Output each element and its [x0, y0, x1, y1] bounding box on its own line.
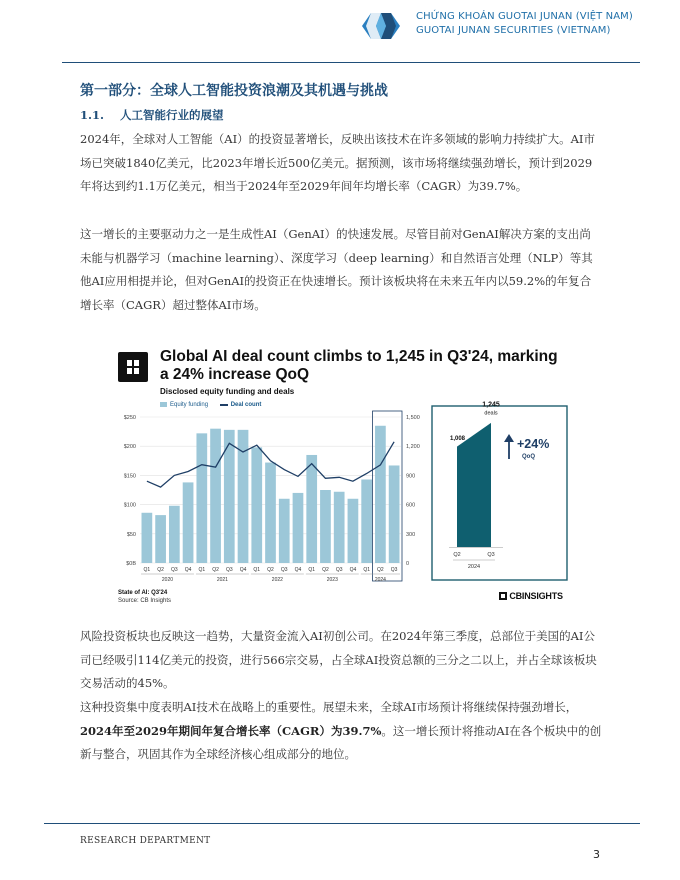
qoq-inset-chart	[431, 401, 568, 581]
left-axis-tick: $50	[126, 531, 136, 538]
inset-end-sub: deals	[484, 410, 498, 417]
inset-start-value: 1,008	[450, 436, 466, 443]
right-axis-tick: 1,500	[406, 415, 420, 421]
legend-swatch-funding	[160, 402, 167, 407]
year-label: 2020	[161, 577, 174, 583]
inset-x-tick: Q3	[487, 552, 495, 558]
x-axis-tick: Q1	[198, 567, 206, 573]
legend-swatch-deals	[220, 404, 228, 406]
right-axis-tick: 300	[406, 531, 416, 538]
bar-equity-funding	[375, 426, 386, 563]
bar-equity-funding	[320, 490, 331, 563]
cb-insights-wordmark: CBINSIGHTS	[509, 591, 563, 601]
guotai-junan-logo	[356, 11, 406, 41]
x-axis-tick: Q4	[184, 567, 192, 573]
x-axis-tick: Q1	[143, 567, 151, 573]
bar-equity-funding	[142, 513, 153, 563]
x-axis-tick: Q1	[308, 567, 316, 573]
page-number: 3	[593, 848, 600, 861]
bar-equity-funding	[183, 482, 194, 563]
left-axis-tick: $200	[123, 444, 136, 451]
left-axis-tick: $250	[123, 415, 136, 421]
x-axis-tick: Q4	[294, 567, 302, 573]
right-axis-tick: 1,200	[406, 444, 420, 451]
bar-equity-funding	[279, 499, 290, 563]
main-chart	[118, 411, 418, 587]
inset-x-tick: Q2	[453, 552, 461, 558]
inset-change-sub: QoQ	[522, 454, 535, 460]
bar-equity-funding	[348, 499, 359, 563]
chart-figure	[118, 343, 568, 605]
footer-department: RESEARCH DEPARTMENT	[80, 836, 211, 846]
x-axis-tick: Q1	[363, 567, 370, 573]
chart-title: Global AI deal count climbs to 1,245 in Q3'24, marking a 24% increase QoQ	[160, 348, 558, 383]
year-label: 2024	[374, 577, 386, 583]
outlook-text-a: 这种投资集中度表明AI技术在战略上的重要性。展望未来，全球AI市场预计将继续保持强劲增长，	[80, 700, 578, 714]
bar-equity-funding	[389, 465, 400, 563]
paragraph-genai: 这一增长的主要驱动力之一是生成性AI（GenAI）的快速发展。尽管目前对GenAI解决方案的支出尚未能与机器学习（machine learning）、深度学习（deep learning）和自然语言处理（NLP）等其他AI应用相提并论，但对GenAI的投资正在快速增长。预计该板块将在未来五年内以59.2%的年复合增长率（CAGR）超过整体AI市场。	[80, 227, 593, 312]
inset-frame	[432, 406, 567, 580]
footer-divider	[44, 823, 640, 824]
cb-insights-logo	[118, 352, 148, 382]
x-axis-tick: Q3	[280, 567, 288, 573]
x-axis-tick: Q2	[267, 567, 274, 573]
x-axis-tick: Q3	[335, 567, 343, 573]
left-axis-tick: $150	[123, 473, 136, 480]
bar-equity-funding	[293, 493, 304, 563]
x-axis-tick: Q3	[390, 567, 398, 573]
inset-year-label: 2024	[467, 564, 481, 570]
chart-footnote: State of AI: Q3'24	[118, 590, 168, 596]
x-axis-tick: Q2	[157, 567, 164, 573]
right-axis-tick: 600	[406, 502, 416, 509]
bar-equity-funding	[361, 479, 372, 563]
left-axis-tick: $0B	[126, 561, 136, 567]
chart-source: Source: CB Insights	[118, 598, 172, 604]
bar-equity-funding	[306, 455, 317, 563]
brand-name-vi: CHỨNG KHOÁN GUOTAI JUNAN (VIỆT NAM)	[416, 11, 633, 22]
x-axis-tick: Q4	[239, 567, 247, 573]
outlook-text-b: 。这一增长预计将推动AI在各个板块中的创新与整合，巩固其作为全球经济核心组成部分的地位。	[80, 723, 602, 761]
outlook-text-bold: 2024年至2029年期间年复合增长率（CAGR）为39.7%	[80, 723, 382, 738]
bar-equity-funding	[196, 433, 207, 563]
year-label: 2021	[216, 577, 228, 583]
paragraph-outlook	[80, 696, 602, 767]
left-axis-tick: $100	[123, 502, 136, 509]
inset-end-value: 1,245	[482, 401, 500, 409]
legend-label-funding: Equity funding	[170, 402, 209, 409]
bar-equity-funding	[210, 429, 221, 563]
bar-equity-funding	[155, 515, 166, 563]
right-axis-tick: 0	[406, 561, 410, 567]
x-axis-tick: Q3	[225, 567, 233, 573]
x-axis-tick: Q3	[171, 567, 178, 573]
cb-insights-brand	[499, 591, 563, 601]
bar-equity-funding	[265, 463, 276, 563]
x-axis-tick: Q1	[253, 567, 261, 573]
bar-equity-funding	[169, 506, 180, 563]
right-axis-tick: 900	[406, 473, 416, 480]
subsection-title: 人工智能行业的展望	[120, 108, 224, 122]
inset-change-value: +24%	[517, 437, 550, 451]
year-label: 2023	[326, 577, 338, 583]
x-axis-tick: Q2	[377, 567, 384, 573]
cb-insights-mark-icon	[499, 592, 507, 600]
bar-equity-funding	[251, 447, 262, 563]
bar-equity-funding	[334, 492, 345, 563]
brand-name-en: GUOTAI JUNAN SECURITIES (VIETNAM)	[416, 25, 611, 36]
legend-label-deals: Deal count	[230, 402, 262, 409]
section-title: 第一部分：全球人工智能投资浪潮及其机遇与挑战	[80, 83, 388, 99]
header-divider	[62, 62, 640, 63]
x-axis-tick: Q2	[322, 567, 329, 573]
x-axis-tick: Q4	[349, 567, 357, 573]
x-axis-tick: Q2	[212, 567, 219, 573]
paragraph-market-size: 2024年，全球对人工智能（AI）的投资显著增长，反映出该技术在许多领域的影响力持续扩大。AI市场已突破1840亿美元，比2023年增长近500亿美元。据预测，该市场将继续强劲增长，预计到2029年将达到约1.1万亿美元，相当于2024年至2029年间年均增长率（CAGR）为39.7%。	[80, 132, 595, 193]
year-label: 2022	[271, 577, 283, 583]
subsection-number: 1.1.	[80, 108, 105, 122]
subsection-heading	[80, 107, 224, 123]
chart-subtitle: Disclosed equity funding and deals	[160, 387, 295, 396]
chart-legend	[160, 402, 261, 408]
paragraph-venture: 风险投资板块也反映这一趋势，大量资金流入AI初创公司。在2024年第三季度，总部位于美国的AI公司已经吸引114亿美元的投资，进行566宗交易，占全球AI投资总额的三分之二以上，并占全球该板块交易活动的45%。	[80, 629, 597, 690]
